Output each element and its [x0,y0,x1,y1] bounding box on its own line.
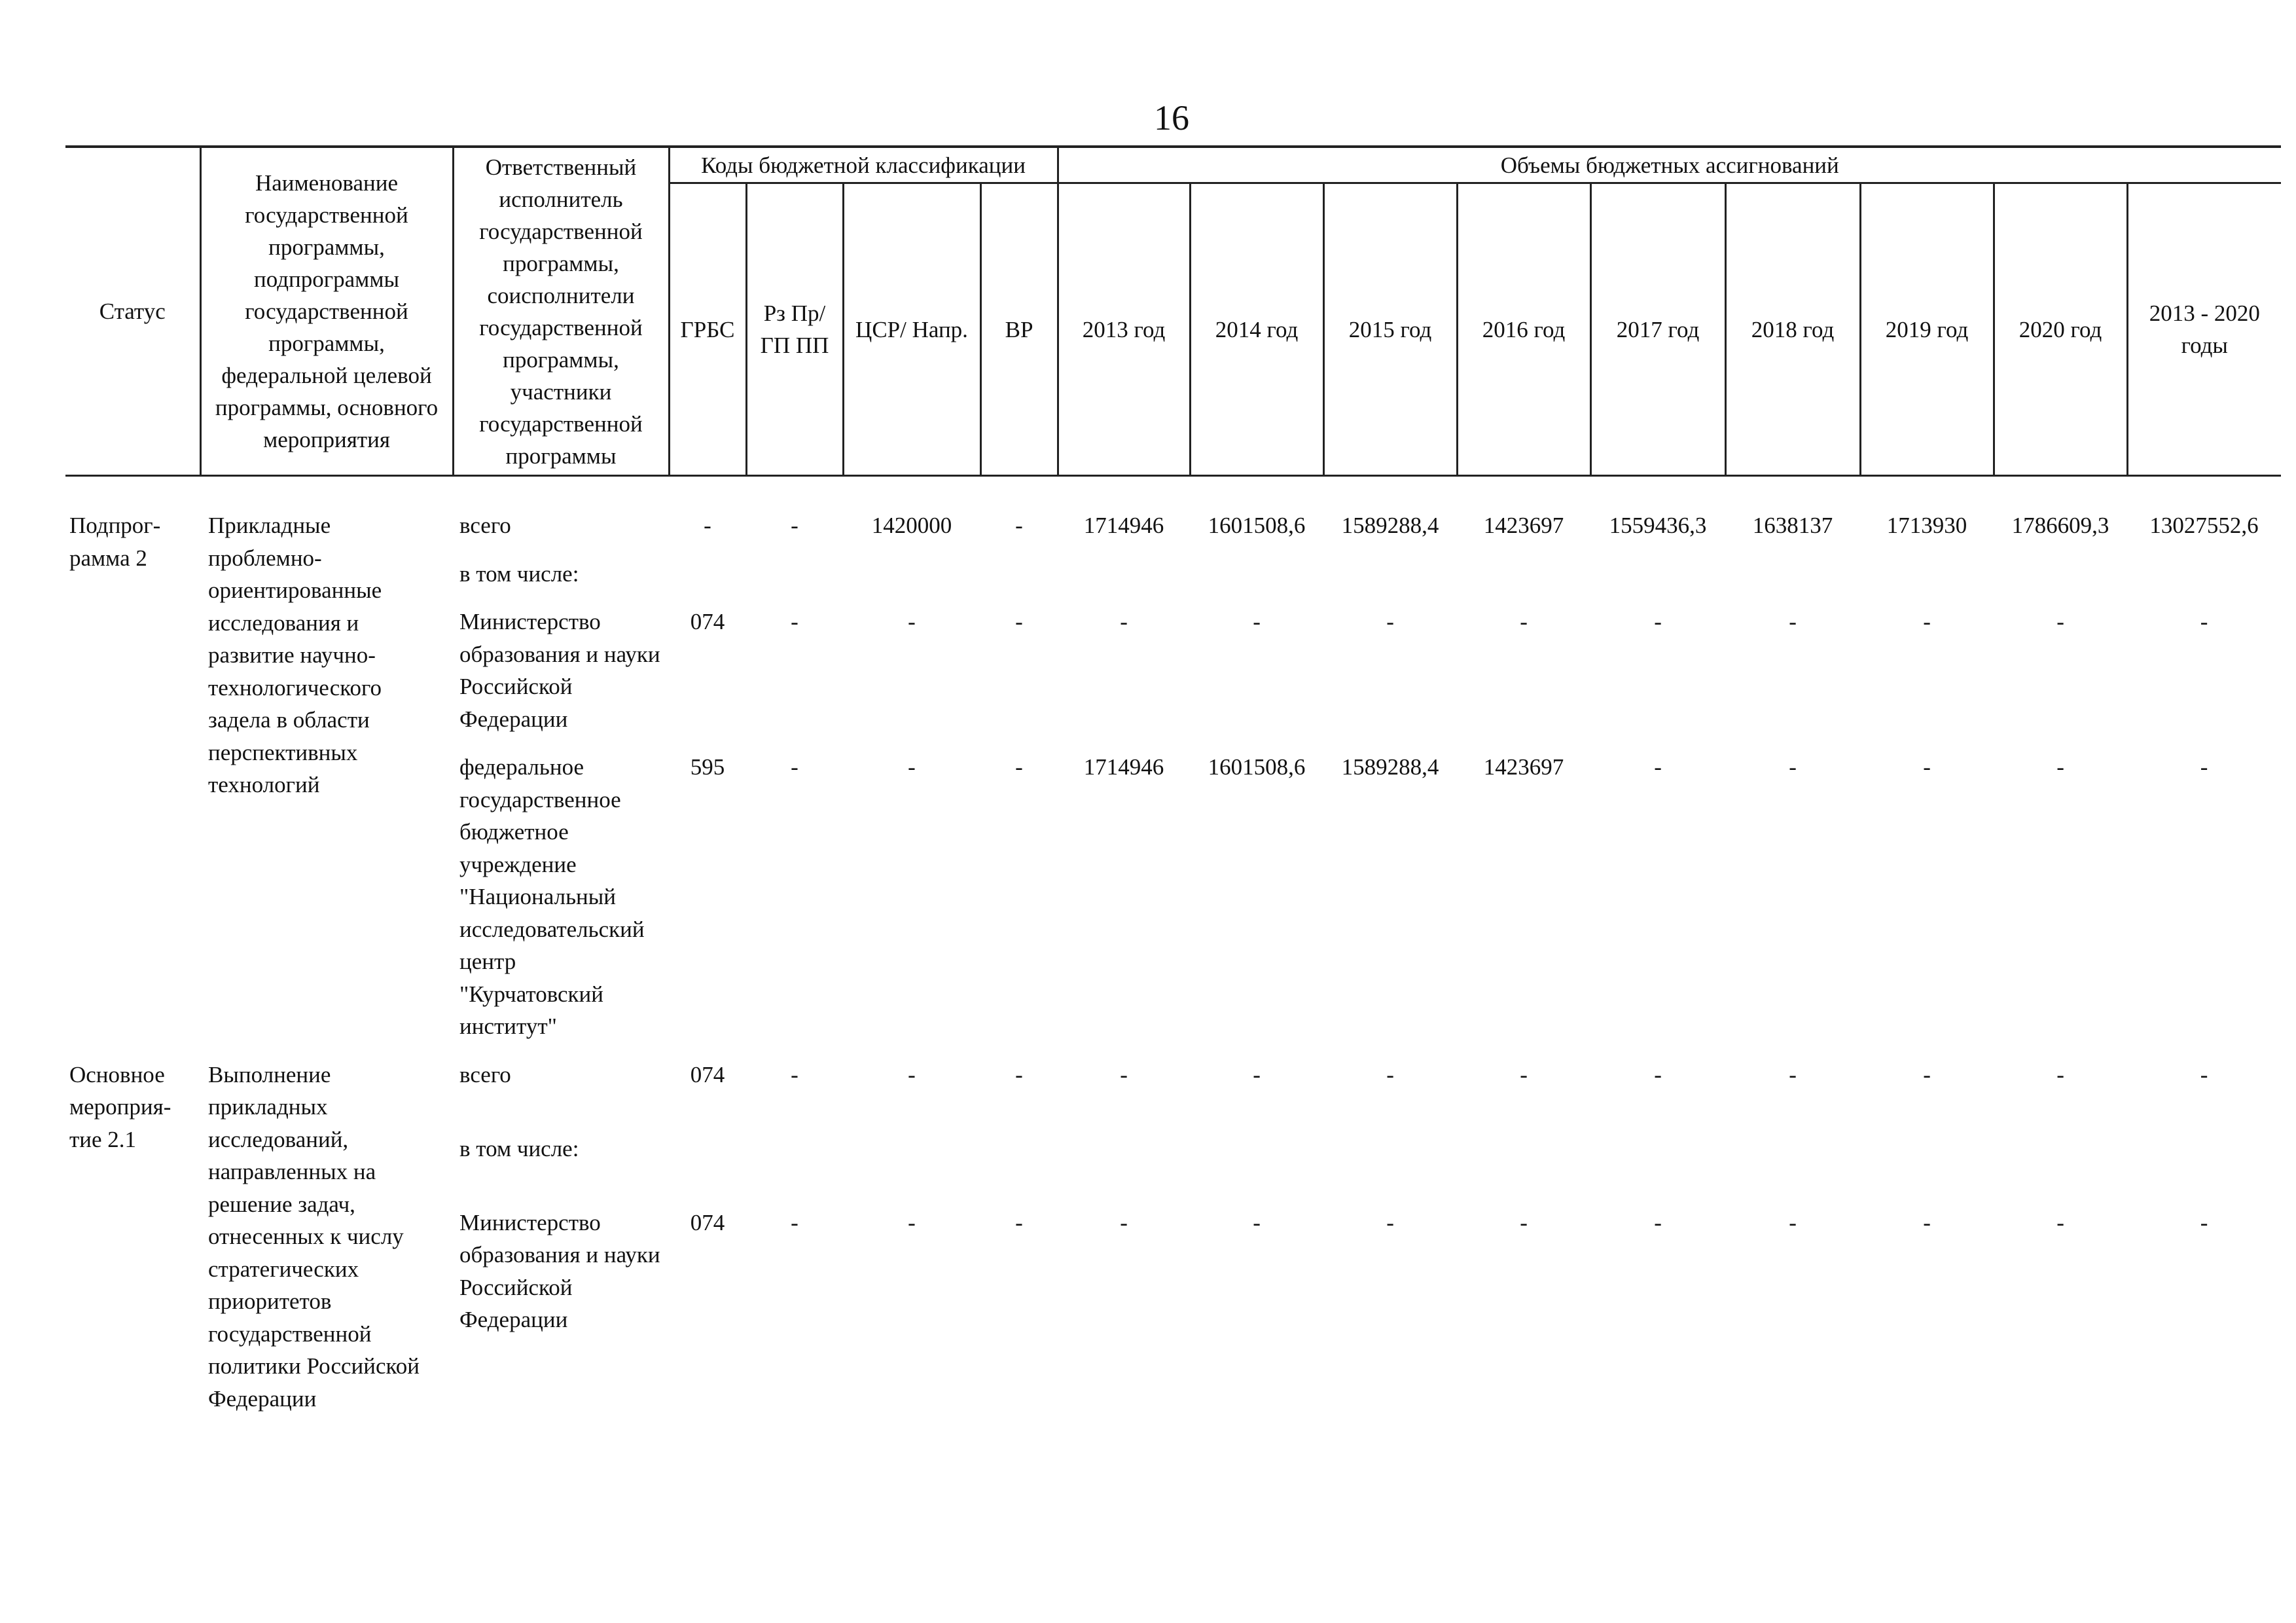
value-cell [1058,1133,1190,1207]
value-cell: - [1923,754,1931,780]
header-year: 2013 год [1058,183,1190,476]
value-cell: - [2200,1061,2208,1087]
header-volumes-group: Объемы бюджетных ассигнований [1058,147,2281,183]
value-cell: 1786609,3 [2011,513,2109,538]
grbs-cell: 074 [690,609,725,634]
value-cell: 1601508,6 [1208,513,1306,538]
value-cell: - [1923,1209,1931,1235]
program-name-cell: Прикладные проблемно-ориентированные исследования и развитие научно-технологического задела в области перспективных технологий [208,513,382,797]
value-cell: - [1789,609,1797,634]
page-number: 16 [1154,98,1189,137]
value-cell: - [1120,1061,1128,1087]
value-cell: 1589288,4 [1341,754,1439,780]
value-cell [1323,558,1457,606]
value-cell: - [1923,609,1931,634]
vr-cell: - [1015,513,1023,538]
vr-cell [980,1133,1058,1207]
rzpr-cell: - [791,513,798,538]
rzpr-cell: - [791,1061,798,1087]
value-cell: - [1520,1209,1528,1235]
vr-cell [980,558,1058,606]
value-cell: - [1789,754,1797,780]
value-cell: - [2056,1061,2064,1087]
value-cell: - [1120,1209,1128,1235]
grbs-cell: - [704,513,711,538]
value-cell [1860,1133,1994,1207]
table-row [65,1059,2281,1133]
value-cell [1725,558,1860,606]
value-cell [1190,558,1323,606]
value-cell: 1601508,6 [1208,754,1306,780]
value-cell: - [1386,609,1394,634]
value-cell: - [1520,1061,1528,1087]
value-cell: 1423697 [1483,513,1564,538]
value-cell: 13027552,6 [2149,513,2259,538]
value-cell [1994,558,2127,606]
value-cell: - [1253,1209,1261,1235]
value-cell: - [1253,1061,1261,1087]
table-row [65,509,2281,558]
value-cell: 1589288,4 [1341,513,1439,538]
responsible-cell: в том числе: [459,1135,579,1161]
value-cell [1457,1133,1590,1207]
value-cell: - [1520,609,1528,634]
grbs-cell: 074 [690,1061,725,1087]
header-vr: ВР [980,183,1058,476]
value-cell: 1423697 [1483,754,1564,780]
csr-cell: - [908,1061,916,1087]
header-year: 2017 год [1590,183,1725,476]
value-cell [2127,1133,2281,1207]
value-cell: 1638137 [1752,513,1833,538]
vr-cell: - [1015,1061,1023,1087]
grbs-cell: 595 [690,754,725,780]
value-cell: - [2200,609,2208,634]
value-cell: 1714946 [1083,513,1164,538]
value-cell: - [1654,609,1662,634]
value-cell: - [2056,1209,2064,1235]
header-rzpr: Рз Пр/ ГП ПП [746,183,843,476]
responsible-cell: Министерство образования и науки Российской Федерации [459,1209,660,1333]
value-cell: - [1654,1209,1662,1235]
header-year-total: 2013 - 2020 годы [2127,183,2281,476]
vr-cell: - [1015,1209,1023,1235]
value-cell [1725,1133,1860,1207]
header-year: 2018 год [1725,183,1860,476]
responsible-cell: всего [459,1061,511,1087]
value-cell [1590,1133,1725,1207]
value-cell: - [2056,609,2064,634]
value-cell [1457,558,1590,606]
value-cell [1190,1133,1323,1207]
rzpr-cell [746,1133,843,1207]
grbs-cell [669,1133,746,1207]
header-year: 2016 год [1457,183,1590,476]
budget-table [65,145,2281,1431]
rzpr-cell: - [791,754,798,780]
rzpr-cell: - [791,1209,798,1235]
value-cell: - [1654,754,1662,780]
program-name-cell: Выполнение прикладных исследований, направленных на решение задач, отнесенных к числу стратегических приоритетов государственной политики Российской Федерации [208,1061,420,1412]
header-name: Наименование государственной программы, подпрограммы государственной программы, федеральной целевой программы, основного мероприятия [200,147,453,476]
csr-cell [843,558,980,606]
value-cell: - [1789,1061,1797,1087]
grbs-cell: 074 [690,1209,725,1235]
csr-cell: - [908,754,916,780]
responsible-cell: Министерство образования и науки Российской Федерации [459,609,660,732]
value-cell: - [1654,1061,1662,1087]
value-cell: - [1923,1061,1931,1087]
header-csr: ЦСР/ Напр. [843,183,980,476]
value-cell: - [2056,754,2064,780]
header-year: 2020 год [1994,183,2127,476]
value-cell: - [2200,754,2208,780]
header-year: 2019 год [1860,183,1994,476]
value-cell: - [1386,1209,1394,1235]
header-status: Статус [65,147,200,476]
csr-cell: - [908,1209,916,1235]
header-codes-group: Коды бюджетной классификации [669,147,1058,183]
status-cell: Основное мероприя-тие 2.1 [69,1061,171,1152]
header-year: 2015 год [1323,183,1457,476]
value-cell: 1559436,3 [1609,513,1707,538]
table-body [65,476,2281,1431]
value-cell: 1713930 [1886,513,1967,538]
vr-cell: - [1015,609,1023,634]
rzpr-cell [746,558,843,606]
csr-cell: 1420000 [871,513,952,538]
responsible-cell: федеральное государственное бюджетное учреждение "Национальный исследовательский центр "Курчатовский институт" [459,754,645,1039]
value-cell [1860,558,1994,606]
value-cell: - [1253,609,1261,634]
value-cell: - [2200,1209,2208,1235]
value-cell [1994,1133,2127,1207]
header-grbs: ГРБС [669,183,746,476]
value-cell: - [1789,1209,1797,1235]
value-cell: 1714946 [1083,754,1164,780]
csr-cell: - [908,609,916,634]
value-cell [2127,558,2281,606]
grbs-cell [669,558,746,606]
header-responsible: Ответственный исполнитель государственной программы, соисполнители государственной программы, участники государственной программы [453,147,669,476]
rzpr-cell: - [791,609,798,634]
value-cell: - [1386,1061,1394,1087]
value-cell [1323,1133,1457,1207]
header-year: 2014 год [1190,183,1323,476]
vr-cell: - [1015,754,1023,780]
value-cell [1058,558,1190,606]
value-cell: - [1120,609,1128,634]
csr-cell [843,1133,980,1207]
responsible-cell: в том числе: [459,560,579,587]
responsible-cell: всего [459,513,511,538]
status-cell: Подпрог-рамма 2 [69,513,161,571]
value-cell [1590,558,1725,606]
